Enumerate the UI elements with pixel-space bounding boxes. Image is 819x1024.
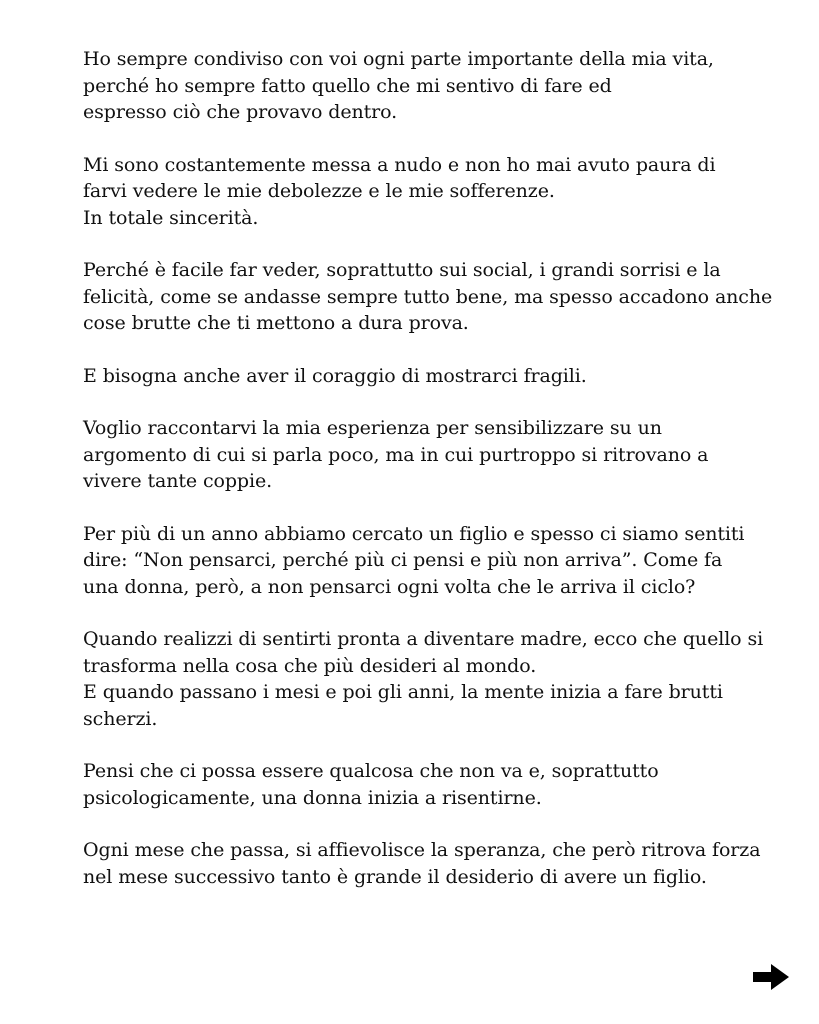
text-line: scherzi. — [83, 707, 158, 730]
text-line: una donna, però, a non pensarci ogni volta che le arriva il ciclo? — [83, 575, 696, 598]
text-line: trasforma nella cosa che più desideri al mondo. — [83, 654, 537, 677]
text-line: psicologicamente, una donna inizia a risentirne. — [83, 786, 542, 809]
text-line: cose brutte che ti mettono a dura prova. — [83, 312, 469, 334]
text-line: espresso ciò che provavo dentro. — [83, 101, 398, 123]
text-line: Quando realizzi di sentirti pronta a diventare madre, ecco che quello si — [83, 628, 764, 650]
paragraph — [83, 257, 783, 337]
paragraph — [83, 415, 783, 495]
paragraph — [83, 363, 783, 390]
next-page-button[interactable] — [752, 962, 790, 992]
paragraph — [83, 521, 783, 601]
text-line: Perché è facile far veder, soprattutto sui social, i grandi sorrisi e la — [83, 259, 721, 281]
text-line: In totale sincerità. — [83, 206, 259, 229]
text-line: Mi sono costantemente messa a nudo e non ho mai avuto paura di — [83, 153, 716, 176]
text-line: felicità, come se andasse sempre tutto bene, ma spesso accadono anche — [83, 285, 773, 308]
text-line: Pensi che ci possa essere qualcosa che non va e, soprattutto — [83, 760, 659, 782]
text-line: dire: “Non pensarci, perché più ci pensi e più non arriva”. Come fa — [83, 549, 723, 571]
text-line: Per più di un anno abbiamo cercato un figlio e spesso ci siamo sentiti — [83, 522, 745, 545]
text-line: E bisogna anche aver il coraggio di mostrarci fragili. — [83, 364, 587, 387]
text-body — [83, 46, 783, 916]
text-line: Voglio raccontarvi la mia esperienza per sensibilizzare su un — [83, 417, 662, 439]
text-line: E quando passano i mesi e poi gli anni, la mente inizia a fare brutti — [83, 681, 723, 703]
text-line: argomento di cui si parla poco, ma in cui purtroppo si ritrovano a — [83, 443, 709, 466]
paragraph — [83, 758, 783, 811]
arrow-right-icon — [752, 962, 790, 992]
text-line: Ho sempre condiviso con voi ogni parte importante della mia vita, — [83, 48, 714, 70]
text-line: farvi vedere le mie debolezze e le mie sofferenze. — [83, 180, 555, 202]
text-line: nel mese successivo tanto è grande il desiderio di avere un figlio. — [83, 865, 707, 888]
paragraph — [83, 152, 783, 232]
paragraph — [83, 837, 783, 890]
paragraph — [83, 46, 783, 126]
text-line: Ogni mese che passa, si affievolisce la speranza, che però ritrova forza — [83, 839, 761, 861]
text-line: perché ho sempre fatto quello che mi sentivo di fare ed — [83, 74, 612, 97]
text-line: vivere tante coppie. — [83, 470, 273, 492]
paragraph — [83, 626, 783, 732]
